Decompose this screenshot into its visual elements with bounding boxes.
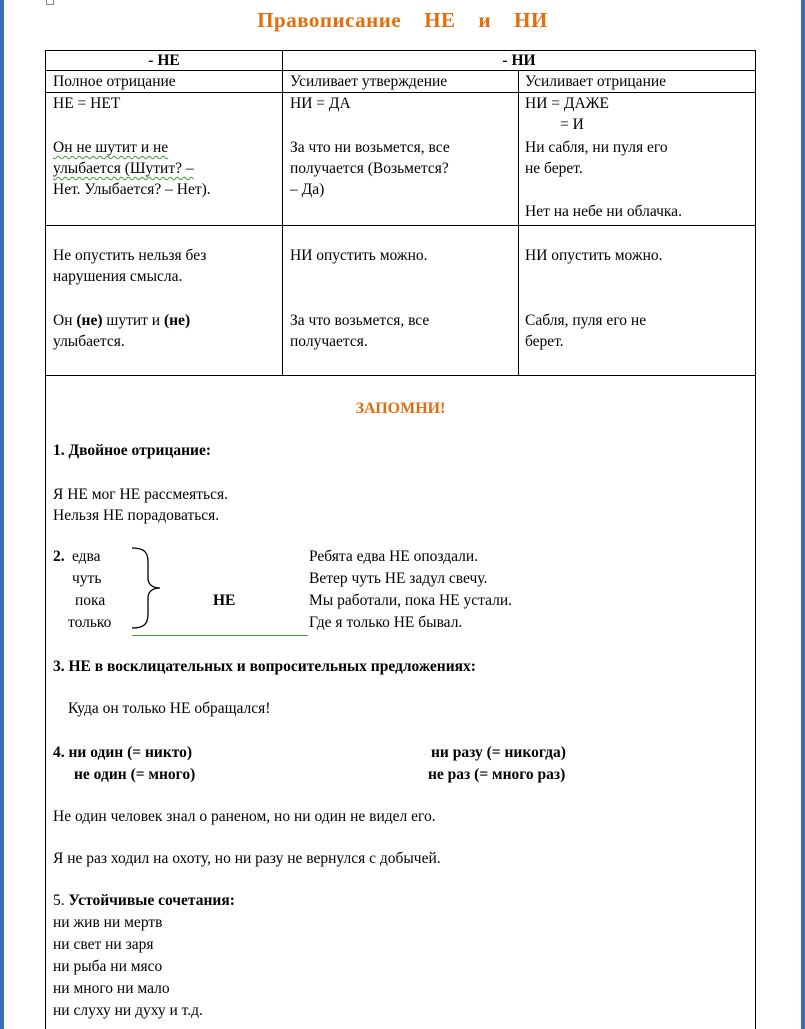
table-line — [45, 92, 756, 93]
section-2-example: Мы работали, пока НЕ устали. — [309, 592, 513, 609]
ni-omit-example-line: получается. — [290, 333, 368, 350]
table-line — [45, 375, 756, 376]
ni-da-example-line: получается (Возьмется? — [290, 160, 449, 177]
table-border-left — [45, 50, 46, 1029]
page-title: Правописание НЕ и НИ — [257, 8, 548, 32]
bold-fragment: (не) — [163, 312, 191, 329]
section-1-example: Нельзя НЕ порадоваться. — [53, 507, 220, 524]
section-4-left: 4. ни один (= никто) — [53, 744, 193, 761]
section-2-ne: НЕ — [213, 592, 236, 609]
ni-da-formula: НИ = ДА — [290, 95, 351, 112]
curly-brace-icon — [130, 546, 170, 630]
set-phrase: ни много ни мало — [53, 980, 170, 997]
window-frame-right — [801, 0, 805, 1029]
window-frame-left — [0, 0, 4, 1029]
table-line — [282, 50, 283, 376]
set-phrase: ни свет ни заря — [53, 936, 154, 953]
ni-omit-example-line: За что возьмется, все — [290, 312, 430, 329]
column-header-full-negation: Полное отрицание — [53, 73, 176, 90]
ni-dazhe-example-line: не берет. — [525, 160, 583, 177]
section-2-example: Ветер чуть НЕ задул свечу. — [309, 570, 488, 587]
ni-i-formula: = И — [560, 116, 584, 133]
header-ne: - НЕ — [148, 52, 180, 69]
text-fragment: Он — [53, 312, 77, 329]
column-header-strengthens-affirmation: Усиливает утверждение — [290, 73, 448, 90]
section-2-word: только — [68, 614, 112, 631]
ni-dazhe-example-line: Ни сабля, ни пуля его — [525, 139, 668, 156]
column-header-strengthens-negation: Усиливает отрицание — [525, 73, 667, 90]
ne-formula: НЕ = НЕТ — [53, 95, 121, 112]
table-line — [518, 71, 519, 376]
ni-omit-example-line: берет. — [525, 333, 564, 350]
ruler-marker — [46, 0, 54, 5]
section-4-right: ни разу (= никогда) — [431, 744, 566, 761]
ni-dazhe-formula: НИ = ДАЖЕ — [525, 95, 610, 112]
section-5-title — [53, 890, 235, 911]
section-2-word: едва — [72, 548, 101, 565]
set-phrase: ни жив ни мертв — [53, 914, 163, 931]
section-2-example: Ребята едва НЕ опоздали. — [309, 548, 479, 565]
header-ni: - НИ — [502, 52, 536, 69]
ni-rule-line: НИ опустить можно. — [525, 247, 663, 264]
section-4-right: не раз (= много раз) — [428, 766, 566, 783]
ne-rule-line: нарушения смысла. — [53, 268, 183, 285]
section-2-number: 2. — [53, 548, 65, 565]
ni-dazhe-example-line: Нет на небе ни облачка. — [525, 203, 682, 220]
section-2-word: чуть — [72, 570, 102, 587]
table-border-right — [755, 50, 756, 1029]
section-5-title-text: Устойчивые сочетания: — [68, 892, 235, 909]
section-4-left: не один (= много) — [74, 766, 196, 783]
section-3-title: 3. НЕ в восклицательных и вопросительных предложениях: — [53, 658, 476, 675]
ne-rule-line: Не опустить нельзя без — [53, 247, 207, 264]
section-5-number: 5. — [53, 892, 69, 909]
section-2-example: Где я только НЕ бывал. — [309, 614, 463, 631]
ne-omit-example — [53, 310, 190, 331]
set-phrase: ни рыба ни мясо — [53, 958, 163, 975]
remember-heading: ЗАПОМНИ! — [355, 400, 446, 417]
wavy-underline — [132, 632, 308, 636]
ne-example-line: Он не шутит и не — [53, 139, 169, 156]
section-3-example: Куда он только НЕ обращался! — [68, 700, 271, 717]
bold-fragment: (не) — [76, 312, 103, 329]
section-2-word: пока — [75, 592, 106, 609]
section-1-example: Я НЕ мог НЕ рассмеяться. — [53, 486, 229, 503]
text-fragment: шутит и — [102, 312, 164, 329]
section-1-title: 1. Двойное отрицание: — [53, 442, 212, 459]
set-phrase: ни слуху ни духу и т.д. — [53, 1002, 203, 1019]
ni-da-example-line: – Да) — [290, 181, 325, 198]
ni-rule-line: НИ опустить можно. — [290, 247, 428, 264]
ne-example-line: улыбается (Шутит? – — [53, 160, 194, 177]
ne-omit-example-line: улыбается. — [53, 333, 125, 350]
section-4-example: Я не раз ходил на охоту, но ни разу не вернулся с добычей. — [53, 850, 441, 867]
ne-example-line: Нет. Улыбается? – Нет). — [53, 181, 211, 198]
table-line — [45, 225, 756, 226]
ni-omit-example-line: Сабля, пуля его не — [525, 312, 647, 329]
ni-da-example-line: За что ни возьмется, все — [290, 139, 450, 156]
section-4-example: Не один человек знал о раненом, но ни один не видел его. — [53, 808, 436, 825]
